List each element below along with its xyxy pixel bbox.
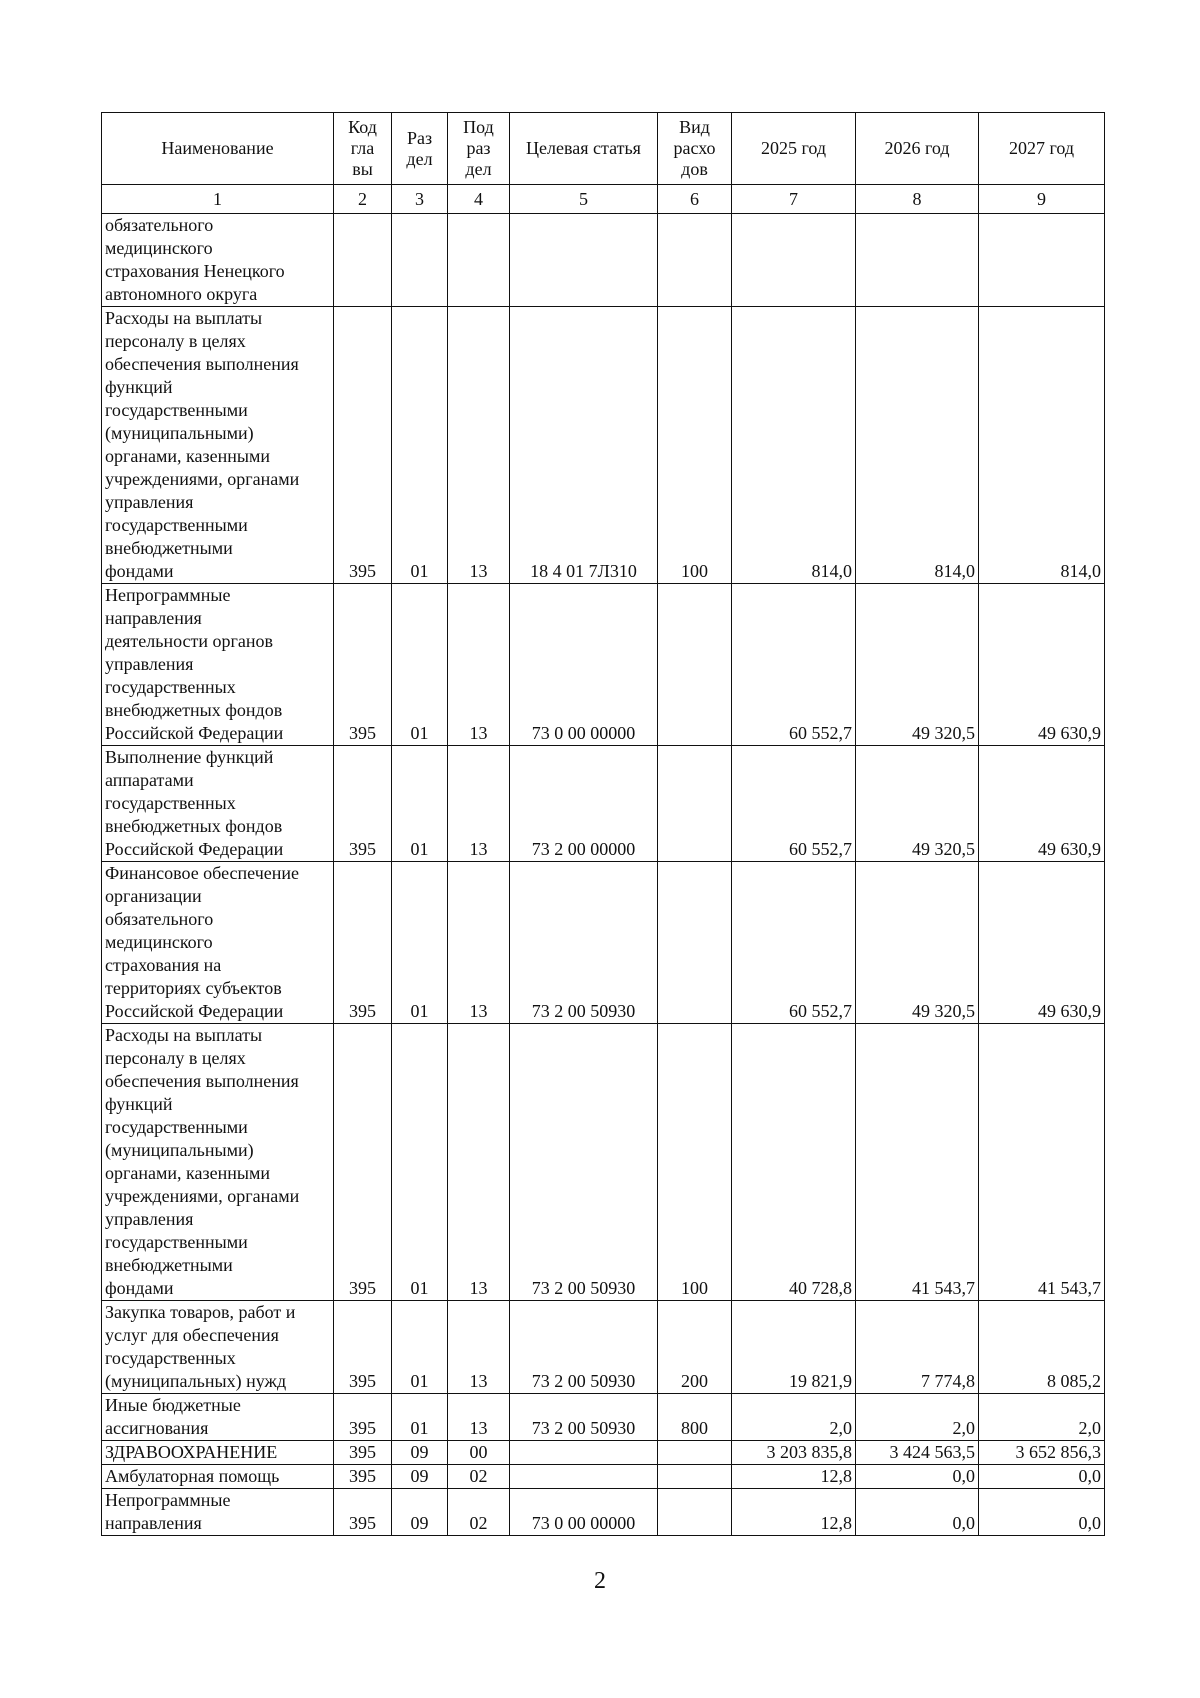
row-amount-2025 xyxy=(732,214,856,307)
row-tselevaya: 73 2 00 50930 xyxy=(510,862,658,1024)
row-kod: 395 xyxy=(334,862,392,1024)
table-row xyxy=(102,307,1105,584)
row-amount-2026: 2,0 xyxy=(856,1394,979,1441)
row-vid: 100 xyxy=(658,1024,732,1301)
row-vid: 200 xyxy=(658,1301,732,1394)
row-amount-2025: 3 203 835,8 xyxy=(732,1441,856,1465)
row-kod: 395 xyxy=(334,1301,392,1394)
row-podrazdel: 13 xyxy=(448,746,510,862)
row-amount-2025: 12,8 xyxy=(732,1489,856,1536)
column-number: 6 xyxy=(658,185,732,214)
row-podrazdel: 13 xyxy=(448,307,510,584)
row-tselevaya: 73 2 00 50930 xyxy=(510,1394,658,1441)
row-razdel xyxy=(392,214,448,307)
column-number: 8 xyxy=(856,185,979,214)
row-podrazdel: 13 xyxy=(448,1394,510,1441)
row-razdel: 01 xyxy=(392,1301,448,1394)
row-amount-2027 xyxy=(979,214,1105,307)
row-amount-2025: 814,0 xyxy=(732,307,856,584)
row-amount-2025: 60 552,7 xyxy=(732,862,856,1024)
table-row xyxy=(102,1301,1105,1394)
column-number-row xyxy=(102,185,1105,214)
row-amount-2027: 49 630,9 xyxy=(979,584,1105,746)
row-kod: 395 xyxy=(334,1489,392,1536)
row-podrazdel: 02 xyxy=(448,1465,510,1489)
row-amount-2027: 3 652 856,3 xyxy=(979,1441,1105,1465)
column-number: 7 xyxy=(732,185,856,214)
row-razdel: 01 xyxy=(392,584,448,746)
row-podrazdel: 02 xyxy=(448,1489,510,1536)
row-tselevaya xyxy=(510,1465,658,1489)
row-tselevaya: 73 0 00 00000 xyxy=(510,1489,658,1536)
budget-table xyxy=(101,112,1105,1536)
row-tselevaya xyxy=(510,214,658,307)
row-amount-2027: 0,0 xyxy=(979,1489,1105,1536)
row-vid xyxy=(658,1489,732,1536)
row-kod: 395 xyxy=(334,1465,392,1489)
column-number: 1 xyxy=(102,185,334,214)
row-name: Непрограммные направления xyxy=(102,1489,334,1536)
row-tselevaya: 18 4 01 7Л310 xyxy=(510,307,658,584)
row-name: обязательного медицинского страхования Ненецкого автономного округа xyxy=(102,214,334,307)
row-amount-2026: 41 543,7 xyxy=(856,1024,979,1301)
header-2025: 2025 год xyxy=(732,113,856,185)
row-vid xyxy=(658,214,732,307)
row-kod: 395 xyxy=(334,1441,392,1465)
column-number: 5 xyxy=(510,185,658,214)
row-amount-2026 xyxy=(856,214,979,307)
header-2027: 2027 год xyxy=(979,113,1105,185)
row-amount-2026: 3 424 563,5 xyxy=(856,1441,979,1465)
row-kod xyxy=(334,214,392,307)
table-row xyxy=(102,214,1105,307)
table-row xyxy=(102,1441,1105,1465)
row-amount-2027: 814,0 xyxy=(979,307,1105,584)
row-vid xyxy=(658,1465,732,1489)
table-row xyxy=(102,862,1105,1024)
row-tselevaya xyxy=(510,1441,658,1465)
row-amount-2025: 40 728,8 xyxy=(732,1024,856,1301)
column-number: 9 xyxy=(979,185,1105,214)
row-razdel: 09 xyxy=(392,1489,448,1536)
header-row xyxy=(102,113,1105,185)
table-row xyxy=(102,746,1105,862)
row-vid xyxy=(658,862,732,1024)
row-name: Иные бюджетные ассигнования xyxy=(102,1394,334,1441)
row-razdel: 01 xyxy=(392,746,448,862)
row-amount-2025: 2,0 xyxy=(732,1394,856,1441)
column-number: 2 xyxy=(334,185,392,214)
row-podrazdel xyxy=(448,214,510,307)
row-kod: 395 xyxy=(334,746,392,862)
row-kod: 395 xyxy=(334,1024,392,1301)
header-kod: Код гла вы xyxy=(334,113,392,185)
row-amount-2027: 8 085,2 xyxy=(979,1301,1105,1394)
row-vid: 100 xyxy=(658,307,732,584)
row-podrazdel: 13 xyxy=(448,1301,510,1394)
row-tselevaya: 73 2 00 00000 xyxy=(510,746,658,862)
row-vid: 800 xyxy=(658,1394,732,1441)
row-amount-2025: 60 552,7 xyxy=(732,584,856,746)
row-kod: 395 xyxy=(334,1394,392,1441)
row-amount-2025: 60 552,7 xyxy=(732,746,856,862)
row-name: Закупка товаров, работ и услуг для обеспечения государственных (муниципальных) нужд xyxy=(102,1301,334,1394)
row-razdel: 01 xyxy=(392,307,448,584)
row-amount-2027: 49 630,9 xyxy=(979,862,1105,1024)
row-kod: 395 xyxy=(334,307,392,584)
row-name: Финансовое обеспечение организации обязательного медицинского страхования на территориях субъектов Российской Федерации xyxy=(102,862,334,1024)
column-number: 4 xyxy=(448,185,510,214)
row-vid xyxy=(658,746,732,862)
row-razdel: 09 xyxy=(392,1465,448,1489)
table-row xyxy=(102,1024,1105,1301)
row-razdel: 09 xyxy=(392,1441,448,1465)
row-razdel: 01 xyxy=(392,862,448,1024)
header-tselevaya: Целевая статья xyxy=(510,113,658,185)
page-number: 2 xyxy=(594,1568,606,1594)
row-name: Расходы на выплаты персоналу в целях обеспечения выполнения функций государственными (муниципальными) органами, казенными учреждениями, органами управления государственными внебюджетными фондами xyxy=(102,307,334,584)
row-tselevaya: 73 2 00 50930 xyxy=(510,1301,658,1394)
row-amount-2026: 49 320,5 xyxy=(856,584,979,746)
row-razdel: 01 xyxy=(392,1024,448,1301)
table-row xyxy=(102,1489,1105,1536)
row-amount-2027: 2,0 xyxy=(979,1394,1105,1441)
row-amount-2025: 19 821,9 xyxy=(732,1301,856,1394)
table-row xyxy=(102,1465,1105,1489)
row-amount-2025: 12,8 xyxy=(732,1465,856,1489)
row-name: ЗДРАВООХРАНЕНИЕ xyxy=(102,1441,334,1465)
row-name: Выполнение функций аппаратами государственных внебюджетных фондов Российской Федерации xyxy=(102,746,334,862)
row-podrazdel: 13 xyxy=(448,1024,510,1301)
row-vid xyxy=(658,1441,732,1465)
row-amount-2026: 0,0 xyxy=(856,1465,979,1489)
row-name: Расходы на выплаты персоналу в целях обеспечения выполнения функций государственными (муниципальными) органами, казенными учреждениями, органами управления государственными внебюджетными фондами xyxy=(102,1024,334,1301)
header-name: Наименование xyxy=(102,113,334,185)
column-number: 3 xyxy=(392,185,448,214)
header-2026: 2026 год xyxy=(856,113,979,185)
row-podrazdel: 13 xyxy=(448,584,510,746)
row-amount-2026: 814,0 xyxy=(856,307,979,584)
row-amount-2026: 49 320,5 xyxy=(856,746,979,862)
row-name: Амбулаторная помощь xyxy=(102,1465,334,1489)
row-amount-2027: 49 630,9 xyxy=(979,746,1105,862)
header-podrazdel: Под раз дел xyxy=(448,113,510,185)
row-podrazdel: 13 xyxy=(448,862,510,1024)
row-amount-2026: 49 320,5 xyxy=(856,862,979,1024)
header-vid: Вид расхо дов xyxy=(658,113,732,185)
table-row xyxy=(102,584,1105,746)
row-kod: 395 xyxy=(334,584,392,746)
row-amount-2026: 7 774,8 xyxy=(856,1301,979,1394)
row-name: Непрограммные направления деятельности органов управления государственных внебюджетных фондов Российской Федерации xyxy=(102,584,334,746)
row-tselevaya: 73 2 00 50930 xyxy=(510,1024,658,1301)
row-vid xyxy=(658,584,732,746)
row-amount-2027: 0,0 xyxy=(979,1465,1105,1489)
row-razdel: 01 xyxy=(392,1394,448,1441)
row-amount-2027: 41 543,7 xyxy=(979,1024,1105,1301)
table-row xyxy=(102,1394,1105,1441)
row-tselevaya: 73 0 00 00000 xyxy=(510,584,658,746)
row-amount-2026: 0,0 xyxy=(856,1489,979,1536)
row-podrazdel: 00 xyxy=(448,1441,510,1465)
header-razdel: Раз дел xyxy=(392,113,448,185)
